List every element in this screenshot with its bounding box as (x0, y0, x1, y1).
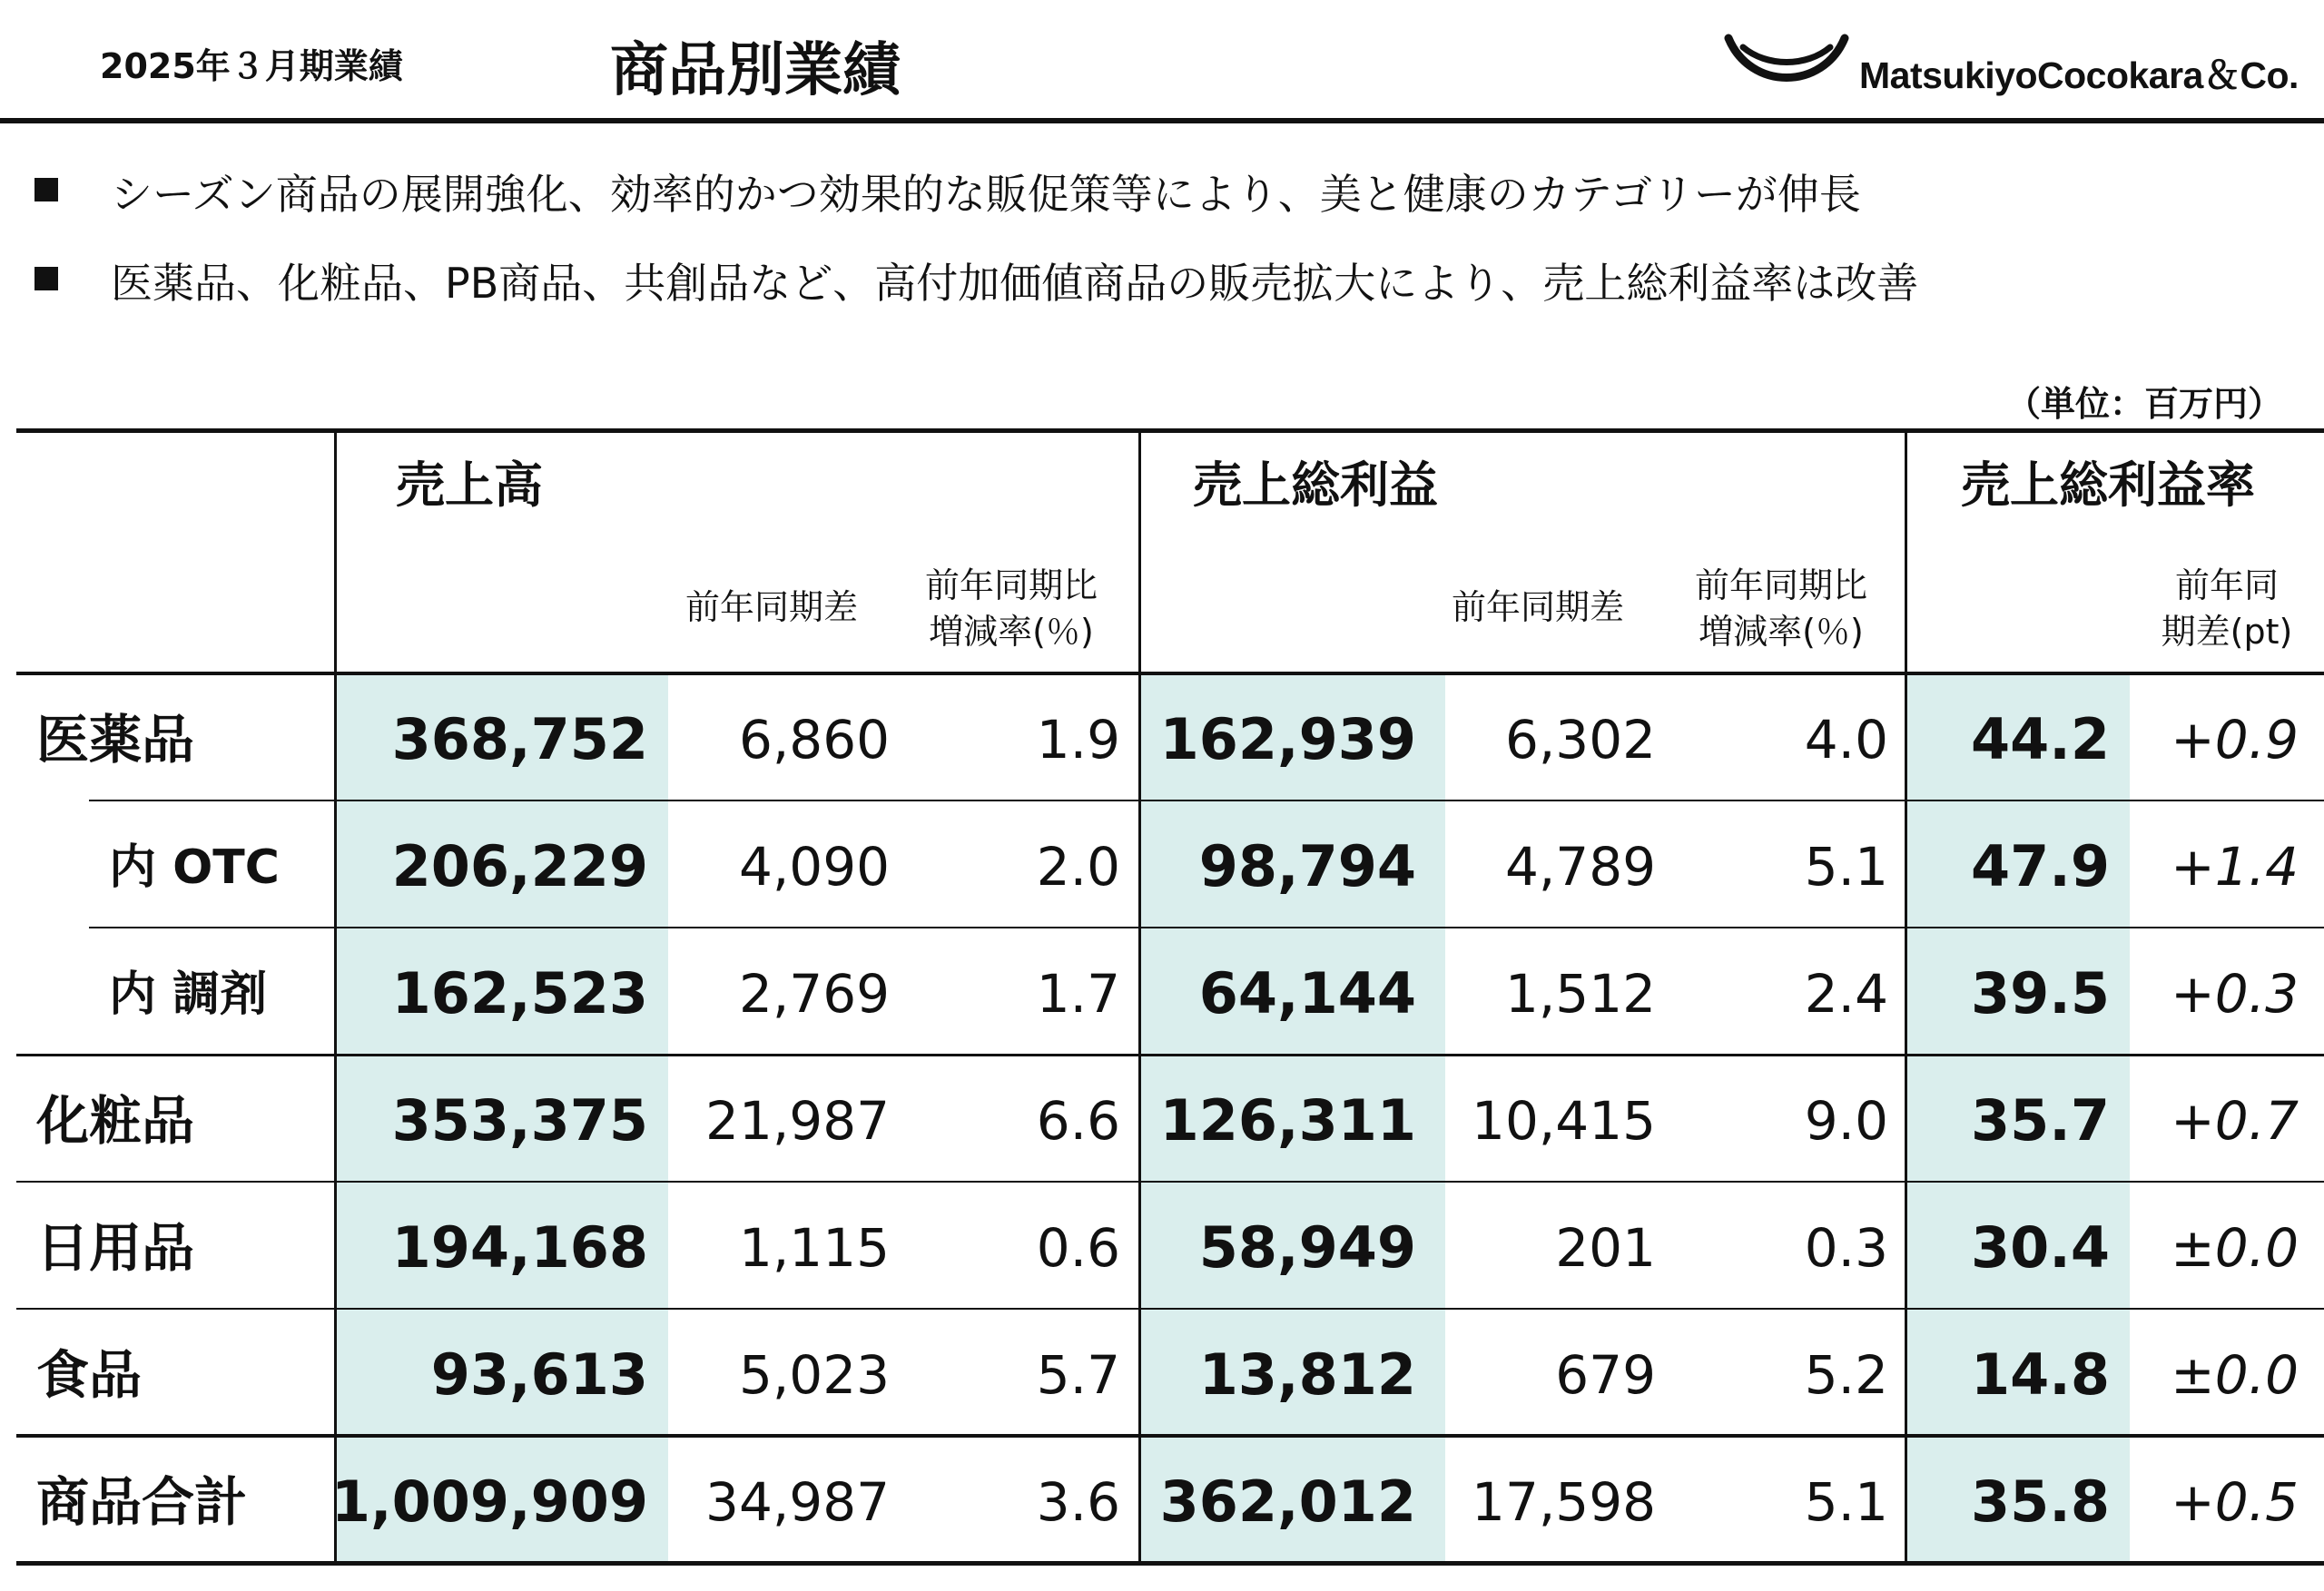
sales-rate-cell: 2.0 (1036, 836, 1120, 898)
gp-rate-cell: 5.2 (1804, 1344, 1888, 1406)
margin-diff-cell: ±0.0 (2171, 1217, 2299, 1279)
gp-diff-cell: 1,512 (1504, 963, 1656, 1025)
header-line: 前年同 (2174, 565, 2279, 605)
margin-diff-cell: +0.7 (2171, 1090, 2299, 1152)
total-top-rule (16, 1434, 2324, 1438)
gross-profit-cell: 58,949 (1198, 1214, 1416, 1281)
gross-profit-cell: 64,144 (1198, 960, 1416, 1026)
page-title: 商品別業績 (610, 37, 901, 104)
row-label: 内 OTC (109, 840, 280, 895)
sales-diff-cell: 21,987 (705, 1090, 890, 1152)
smile-logo-icon (1723, 27, 1850, 100)
gross-profit-cell: 98,794 (1198, 833, 1416, 899)
row-divider (16, 1054, 2324, 1056)
sales-cell: 353,375 (391, 1087, 648, 1154)
margin-cell: 35.7 (1971, 1087, 2110, 1154)
sales-diff-cell: 34,987 (705, 1471, 890, 1533)
sales-cell: 368,752 (391, 706, 648, 772)
header-line: 前年同期比 (1694, 565, 1867, 605)
gp-diff-cell: 17,598 (1472, 1471, 1656, 1533)
header-line: 増減率(％) (1699, 612, 1864, 653)
gp-rate-cell: 4.0 (1804, 709, 1888, 771)
margin-cell: 39.5 (1971, 960, 2110, 1026)
sales-rate-cell: 0.6 (1036, 1217, 1120, 1279)
margin-cell: 14.8 (1971, 1341, 2110, 1408)
sales-cell: 206,229 (391, 833, 648, 899)
sales-rate-cell: 5.7 (1036, 1344, 1120, 1406)
header-line: 期差(pt) (2161, 612, 2293, 653)
row-label: 医薬品 (36, 709, 195, 771)
sales-diff-cell: 4,090 (738, 836, 890, 898)
gp-rate-cell: 5.1 (1804, 836, 1888, 898)
margin-diff-cell: +0.3 (2171, 963, 2299, 1025)
gp-diff-cell: 679 (1555, 1344, 1656, 1406)
bullet-text: 医薬品、化粧品、PB商品、共創品など、高付加価値商品の販売拡大により、売上総利益率は改善 (111, 259, 1919, 308)
sales-cell: 93,613 (430, 1341, 648, 1408)
gp-yoy-diff-header: 前年同期差 (1451, 587, 1624, 627)
gross-profit-header: 売上総利益 (1193, 457, 1438, 514)
company-logo (1723, 22, 2304, 109)
margin-diff-cell: +1.4 (2171, 836, 2299, 898)
row-divider (16, 1181, 2324, 1183)
sales-cell: 1,009,909 (330, 1468, 648, 1535)
gross-profit-cell: 13,812 (1198, 1341, 1416, 1408)
gp-diff-cell: 201 (1555, 1217, 1656, 1279)
margin-cell: 47.9 (1971, 833, 2110, 899)
bullet-text: シーズン商品の展開強化、効率的かつ効果的な販促策等により、美と健康のカテゴリーが伸長 (111, 170, 1861, 219)
sales-header: 売上高 (396, 457, 543, 514)
sales-cell: 162,523 (391, 960, 648, 1026)
margin-diff-cell: +0.5 (2171, 1471, 2299, 1533)
gp-rate-cell: 5.1 (1804, 1471, 1888, 1533)
margin-diff-cell: ±0.0 (2171, 1344, 2299, 1406)
row-divider (89, 800, 2324, 801)
row-divider (89, 927, 2324, 928)
period-label: 2025年３月期業績 (100, 46, 403, 86)
margin-cell: 30.4 (1971, 1214, 2110, 1281)
margin-cell: 44.2 (1971, 706, 2110, 772)
row-divider (16, 1308, 2324, 1310)
slide-header (0, 0, 2324, 123)
gp-diff-cell: 10,415 (1472, 1090, 1656, 1152)
sales-cell: 194,168 (391, 1214, 648, 1281)
square-bullet-icon (34, 178, 58, 201)
sales-rate-cell: 3.6 (1036, 1471, 1120, 1533)
table-top-rule (16, 428, 2324, 433)
row-label: 内 調剤 (109, 967, 268, 1022)
gp-diff-cell: 4,789 (1504, 836, 1656, 898)
gp-diff-cell: 6,302 (1504, 709, 1656, 771)
gp-rate-cell: 9.0 (1804, 1090, 1888, 1152)
gross-margin-header: 売上総利益率 (1961, 457, 2255, 514)
sales-diff-cell: 6,860 (738, 709, 890, 771)
sales-rate-cell: 6.6 (1036, 1090, 1120, 1152)
gross-profit-cell: 362,012 (1159, 1468, 1416, 1535)
sales-yoy-rate-header (893, 563, 1129, 656)
margin-diff-cell: +0.9 (2171, 709, 2299, 771)
gp-yoy-rate-header (1663, 563, 1899, 656)
company-name: MatsukiyoCocokara＆Co. (1859, 54, 2299, 96)
header-line: 増減率(％) (929, 612, 1094, 653)
row-label: 食品 (36, 1344, 143, 1406)
sales-diff-cell: 5,023 (738, 1344, 890, 1406)
gross-profit-cell: 126,311 (1159, 1087, 1416, 1154)
sales-diff-cell: 2,769 (738, 963, 890, 1025)
sales-rate-cell: 1.7 (1036, 963, 1120, 1025)
margin-cell: 35.8 (1971, 1468, 2110, 1535)
table-bottom-rule (16, 1561, 2324, 1566)
sales-diff-cell: 1,115 (738, 1217, 890, 1279)
gross-profit-cell: 162,939 (1159, 706, 1416, 772)
row-label: 商品合計 (36, 1471, 248, 1533)
unit-label: （単位：百万円） (2006, 384, 2283, 424)
gp-rate-cell: 2.4 (1804, 963, 1888, 1025)
gp-rate-cell: 0.3 (1804, 1217, 1888, 1279)
header-bottom-rule (16, 672, 2324, 675)
sales-rate-cell: 1.9 (1036, 709, 1120, 771)
product-results-table (16, 428, 2324, 1565)
header-line: 前年同期比 (924, 565, 1098, 605)
header-rule (0, 118, 2324, 123)
sales-yoy-diff-header: 前年同期差 (684, 587, 858, 627)
margin-pt-header (2141, 563, 2313, 656)
row-label: 化粧品 (36, 1090, 195, 1152)
square-bullet-icon (34, 267, 58, 290)
row-label: 日用品 (36, 1217, 195, 1279)
